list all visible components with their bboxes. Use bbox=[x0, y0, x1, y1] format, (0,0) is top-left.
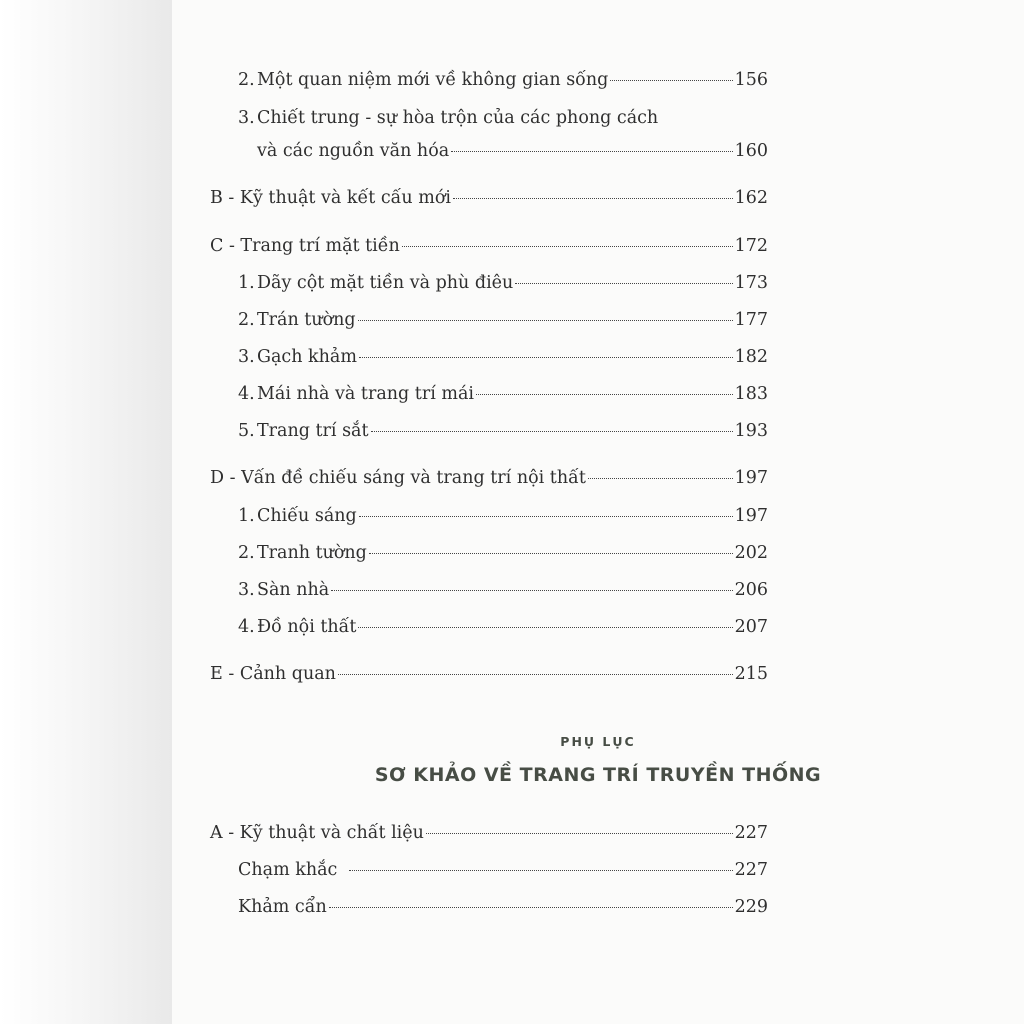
toc-section-page: 215 bbox=[734, 664, 768, 684]
toc-section bbox=[210, 819, 768, 847]
dot-leader bbox=[453, 197, 733, 199]
toc-section-title: B - Kỹ thuật và kết cấu mới bbox=[210, 188, 451, 208]
toc-entry bbox=[210, 502, 768, 530]
toc-entry-page: 197 bbox=[734, 506, 768, 526]
toc-entry-title: Mái nhà và trang trí mái bbox=[257, 384, 474, 404]
toc-entry bbox=[210, 104, 768, 132]
dot-leader bbox=[349, 869, 732, 871]
toc-entry-number: 1. bbox=[238, 273, 255, 293]
toc-entry bbox=[210, 66, 768, 94]
toc-section-title: A - Kỹ thuật và chất liệu bbox=[210, 823, 424, 843]
toc-entry bbox=[210, 856, 768, 884]
toc-entry-title: Đồ nội thất bbox=[257, 617, 357, 637]
dot-leader bbox=[515, 282, 732, 284]
dot-leader bbox=[331, 589, 732, 591]
toc-entry-number: 2. bbox=[238, 310, 255, 330]
toc-entry-title: Trang trí sắt bbox=[257, 421, 369, 441]
toc-section-title: E - Cảnh quan bbox=[210, 664, 336, 684]
toc-entry-page: 173 bbox=[734, 273, 768, 293]
toc-entry-number: 3. bbox=[238, 580, 255, 600]
dot-leader bbox=[359, 515, 733, 517]
toc-entry-number: 3. bbox=[238, 347, 255, 367]
toc-section bbox=[210, 464, 768, 492]
toc-entry-page: 202 bbox=[734, 543, 768, 563]
toc-entry bbox=[210, 380, 768, 408]
dot-leader bbox=[359, 356, 733, 358]
toc-entry bbox=[210, 269, 768, 297]
dot-leader bbox=[610, 79, 732, 81]
toc-entry-title: Một quan niệm mới về không gian sống bbox=[257, 70, 609, 90]
toc-entry-number: 2. bbox=[238, 70, 255, 90]
toc-section-page: 162 bbox=[734, 188, 768, 208]
toc-entry-page: 207 bbox=[734, 617, 768, 637]
toc-entry-title: Tranh tường bbox=[257, 543, 367, 563]
toc-entry bbox=[210, 306, 768, 334]
dot-leader bbox=[358, 319, 733, 321]
dot-leader bbox=[451, 150, 732, 152]
toc-entry-title: Chiết trung - sự hòa trộn của các phong cách bbox=[257, 108, 659, 128]
toc-entry-page: 206 bbox=[734, 580, 768, 600]
toc-section-page: 172 bbox=[734, 236, 768, 256]
toc-entry-continuation bbox=[210, 137, 768, 165]
toc-section bbox=[210, 232, 768, 260]
toc-entry bbox=[210, 576, 768, 604]
toc-section-page: 227 bbox=[734, 823, 768, 843]
toc-entry bbox=[210, 539, 768, 567]
toc-entry bbox=[210, 417, 768, 445]
toc-entry-title-continued: và các nguồn văn hóa bbox=[257, 141, 450, 161]
dot-leader bbox=[329, 906, 733, 908]
toc-entry-page: 160 bbox=[734, 141, 768, 161]
toc-entry-number: 4. bbox=[238, 384, 255, 404]
dot-leader bbox=[338, 673, 733, 675]
appendix-title: SƠ KHẢO VỀ TRANG TRÍ TRUYỀN THỐNG bbox=[374, 764, 822, 786]
toc-entry bbox=[210, 893, 768, 921]
toc-section-title: C - Trang trí mặt tiền bbox=[210, 236, 400, 256]
toc-entry-title: Chiếu sáng bbox=[257, 506, 357, 526]
toc-entry-page: 193 bbox=[734, 421, 768, 441]
toc-entry-title: Khảm cẩn bbox=[238, 897, 327, 917]
dot-leader bbox=[402, 245, 733, 247]
toc-entry-title: Chạm khắc bbox=[238, 860, 338, 880]
toc-entry-title: Sàn nhà bbox=[257, 580, 330, 600]
toc-entry-number: 5. bbox=[238, 421, 255, 441]
toc-section bbox=[210, 660, 768, 688]
toc-entry-number: 4. bbox=[238, 617, 255, 637]
dot-leader bbox=[358, 626, 732, 628]
toc-entry-title: Gạch khảm bbox=[257, 347, 357, 367]
toc-entry-page: 177 bbox=[734, 310, 768, 330]
toc-entry-page: 156 bbox=[734, 70, 768, 90]
dot-leader bbox=[369, 552, 733, 554]
table-of-contents bbox=[210, 0, 768, 1024]
dot-leader bbox=[476, 393, 733, 395]
dot-leader bbox=[371, 430, 733, 432]
dot-leader bbox=[588, 477, 733, 479]
toc-entry-title: Dãy cột mặt tiền và phù điêu bbox=[257, 273, 514, 293]
toc-entry-page: 183 bbox=[734, 384, 768, 404]
toc-entry-title: Trán tường bbox=[257, 310, 356, 330]
page-gutter-shadow bbox=[0, 0, 172, 1024]
toc-entry-page: 182 bbox=[734, 347, 768, 367]
toc-entry bbox=[210, 343, 768, 371]
toc-entry-number: 2. bbox=[238, 543, 255, 563]
toc-entry-number: 3. bbox=[238, 108, 255, 128]
toc-entry-page: 229 bbox=[734, 897, 768, 917]
dot-leader bbox=[426, 832, 733, 834]
toc-section bbox=[210, 184, 768, 212]
appendix-label: PHỤ LỤC bbox=[560, 734, 636, 749]
toc-section-title: D - Vấn đề chiếu sáng và trang trí nội thất bbox=[210, 468, 586, 488]
toc-entry-number: 1. bbox=[238, 506, 255, 526]
toc-section-page: 197 bbox=[734, 468, 768, 488]
toc-entry-page: 227 bbox=[734, 860, 768, 880]
toc-entry bbox=[210, 613, 768, 641]
